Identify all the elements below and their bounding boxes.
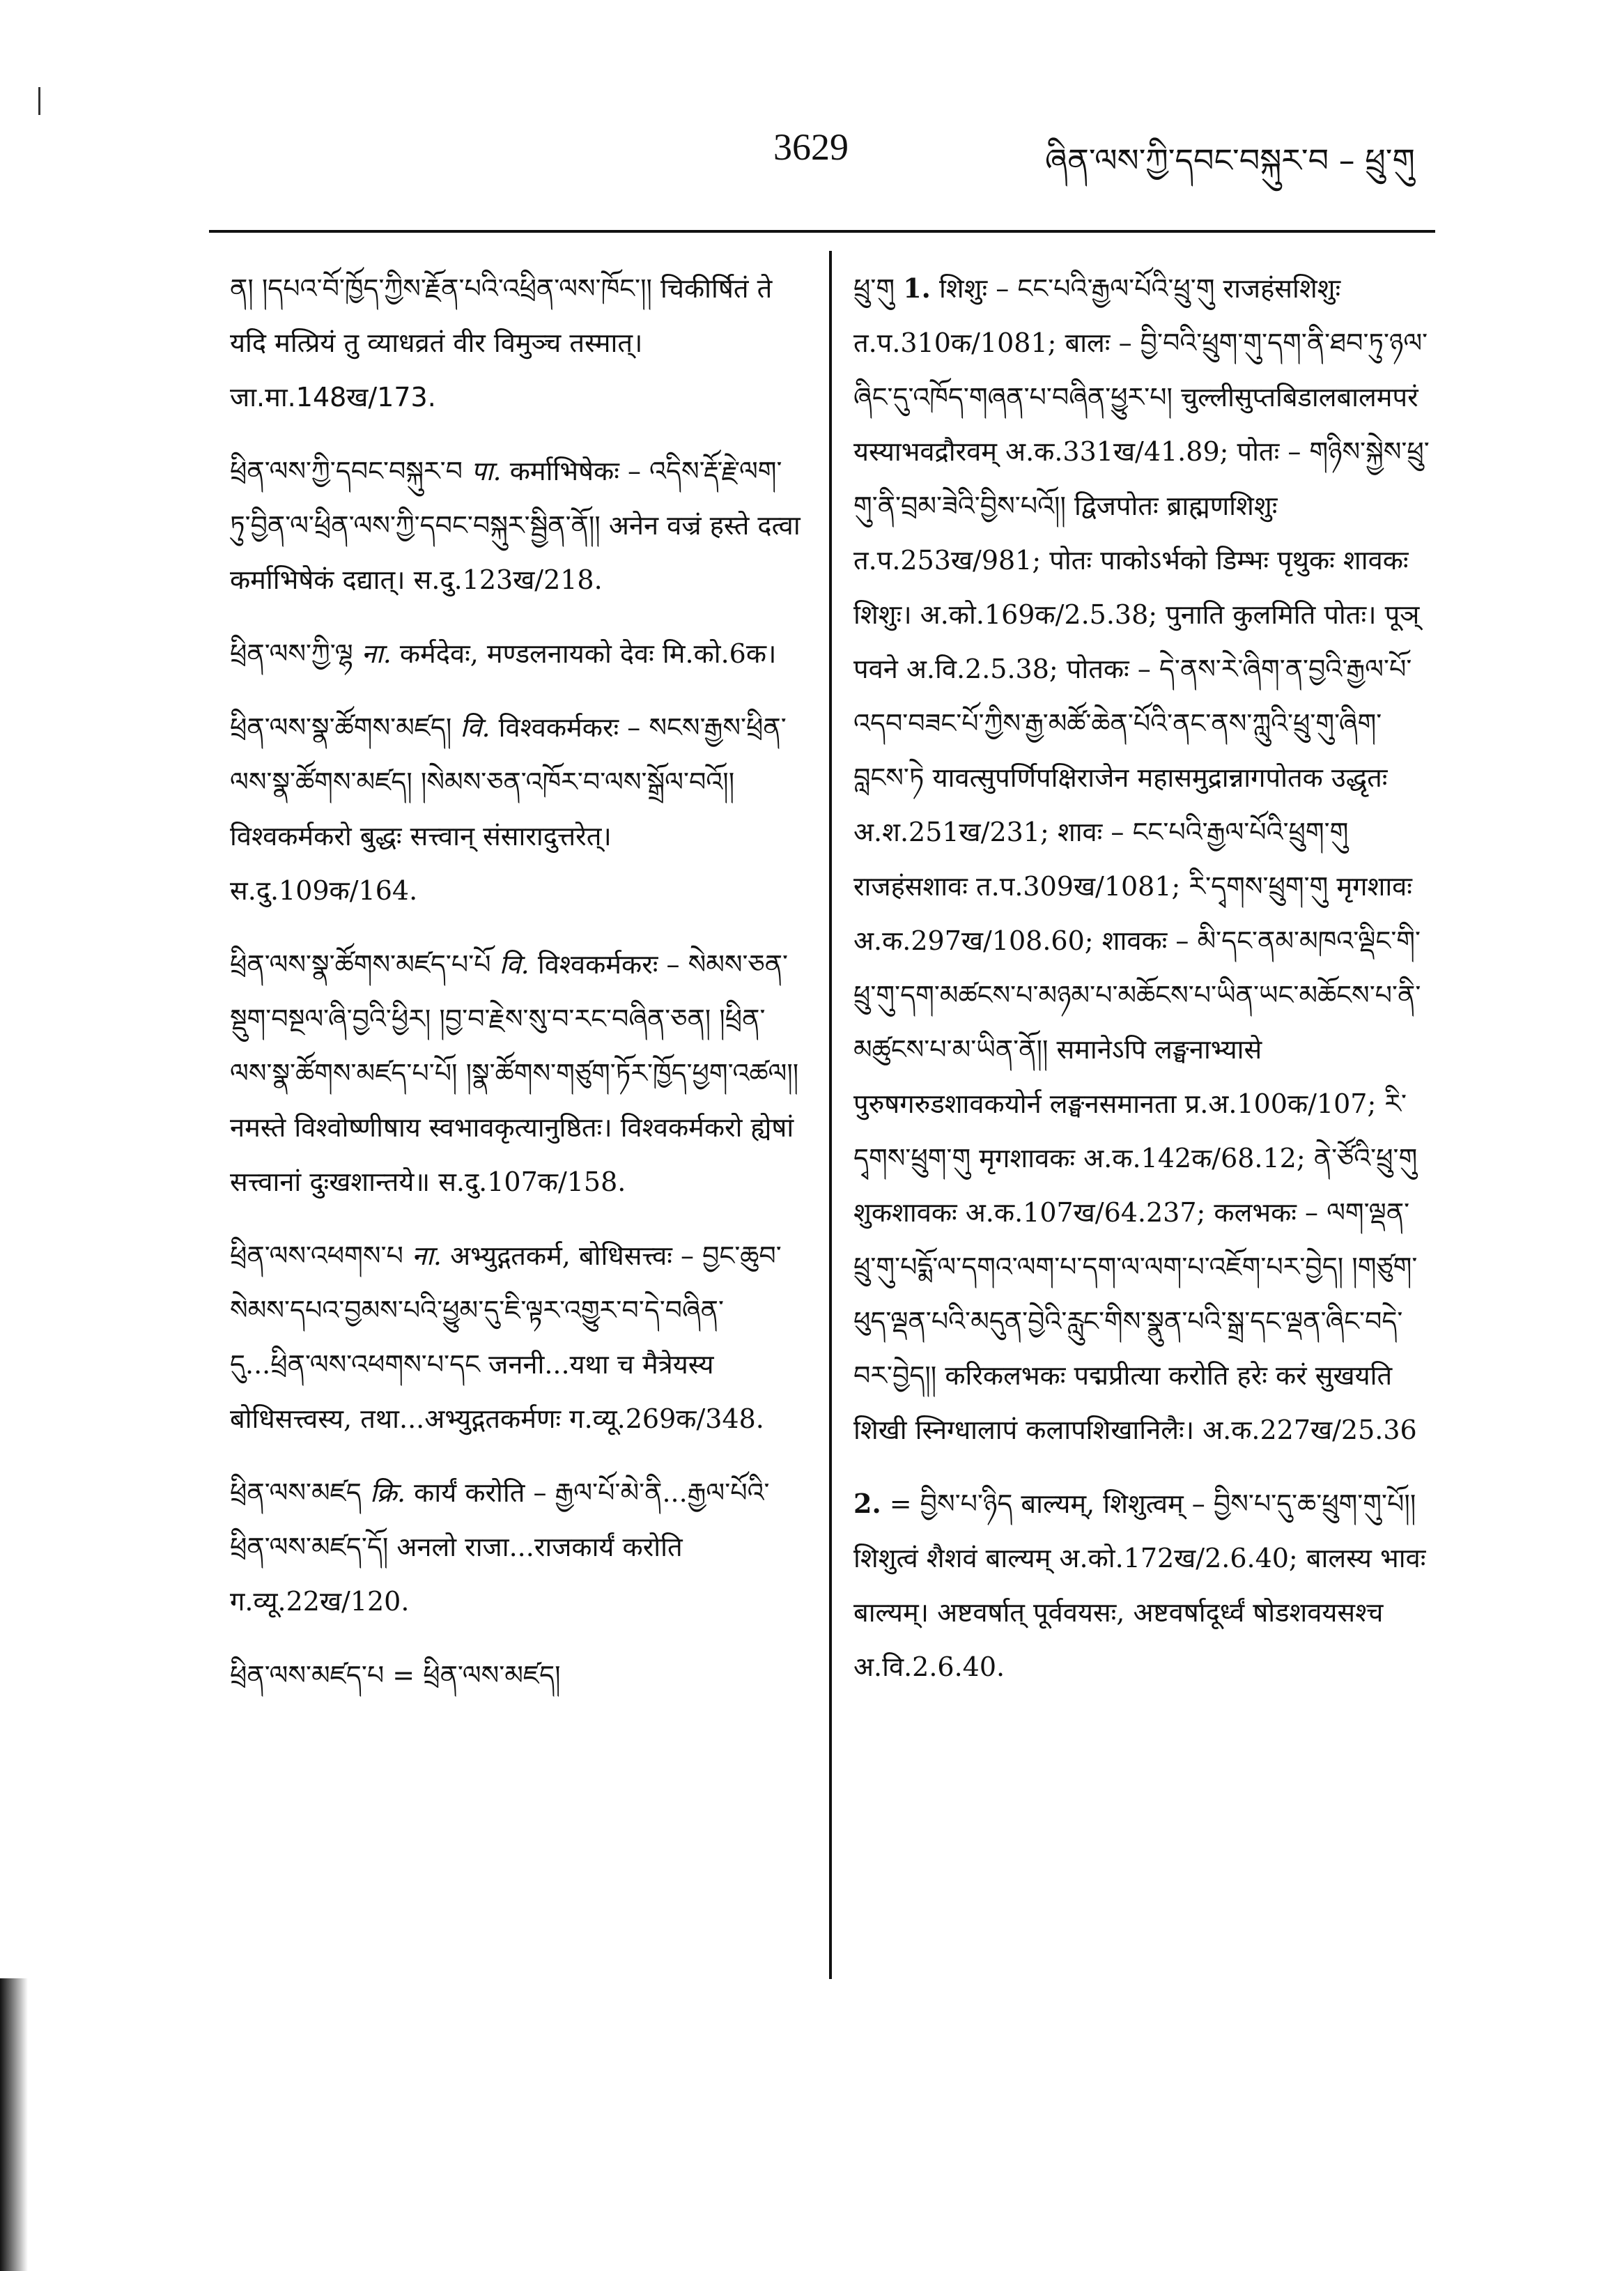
dictionary-entry	[230, 937, 801, 1209]
column-divider	[829, 251, 832, 1979]
entry-text: = ཕྲིན་ལས་མཛད།	[392, 1660, 561, 1691]
dictionary-entry	[230, 444, 801, 607]
entry-grammar: वि.	[460, 712, 490, 743]
dictionary-entry	[230, 1229, 801, 1446]
entry-headword: ཕྲིན་ལས་མཛད་པ	[230, 1660, 385, 1691]
entry-headword: ཕྲིན་ལས་མཛད	[230, 1477, 362, 1508]
entry-grammar: क्रि.	[369, 1477, 406, 1508]
sense-number: 2.	[853, 1488, 881, 1519]
entry-headword: ཕྲིན་ལས་འཕགས་པ	[230, 1240, 403, 1271]
entry-grammar: ना.	[412, 1240, 442, 1271]
dictionary-entry	[230, 626, 801, 681]
margin-mark	[38, 87, 40, 115]
entry-headword: ཕྲིན་ལས་སྣ་ཚོགས་མཛད་པ་པོ	[230, 949, 491, 980]
dictionary-entry	[230, 700, 801, 918]
entry-text: = བྱིས་པ་ཉིད बाल्यम्, शिशुत्वम् – བྱིས་པ་དུ་ཆ་ཕྲུག་གུ་པོ།། शिशुत्वं शैशवं बाल्यम् अ.को.172ख/2.6.40; बालस्य भावः बाल्यम्। अष्टवर्षात् पूर्ववयसः, अष्टवर्षादूर्ध्वं षोडशवयसश्च अ.वि.2.6.40.	[853, 1488, 1426, 1682]
entry-headword: ཕྲིན་ལས་སྣ་ཚོགས་མཛད།	[230, 712, 452, 743]
binding-shadow	[0, 1978, 28, 2271]
dictionary-entry	[230, 261, 801, 424]
entry-headword: ཕྲུ་གུ	[853, 273, 895, 304]
entry-grammar: वि.	[499, 949, 529, 980]
dictionary-entry	[853, 1477, 1432, 1694]
page-number: 3629	[773, 126, 849, 168]
entry-text: अभ्युद्गतकर्म, बोधिसत्त्वः – བྱང་ཆུབ་སེམས་དཔའ་བྱམས་པའི་ཕྱུམ་དུ་ཇི་ལྟར་འགྱུར་བ་དེ་བཞིན་དུ...ཕྲིན་ལས་འཕགས་པ་དང जननी...यथा च मैत्रेयस्य बोधिसत्त्वस्य, तथा...अभ्युद्गतकर्मणः ग.व्यू.269क/348.	[230, 1240, 782, 1434]
running-head: ཞིན་ལས་ཀྱི་དབང་བསྐུར་བ – ཕྲུ་གུ	[1045, 141, 1415, 179]
entry-headword: ཕྲིན་ལས་ཀྱི་དབང་བསྐུར་བ	[230, 456, 463, 486]
entry-text: कार्यं करोति – རྒྱལ་པོ་མེ་ནི...རྒྱལ་པོའི་ཕྲིན་ལས་མཛད་དོ། अनलो राजा...राजकार्यं करोति ग.व्यू.22ख/120.	[230, 1477, 770, 1617]
dictionary-entry	[853, 261, 1432, 1457]
header-rule	[209, 230, 1435, 233]
entry-text: कर्मदेवः, मण्डलनायको देवः मि.को.6क।	[399, 638, 777, 669]
sense-number: 1.	[903, 272, 931, 304]
right-column	[853, 261, 1432, 2073]
entry-grammar: ना.	[361, 638, 392, 669]
left-column	[230, 261, 801, 2073]
entry-text: कर्माभिषेकः – འདིས་རྡོ་རྗེ་ལག་ཏུ་བྱིན་ལ་ཕྲིན་ལས་ཀྱི་དབང་བསྐུར་སྦྱིན་ནོ།། अनेन वज्रं हस्ते दत्वा कर्माभिषेकं दद्यात्। स.दु.123ख/218.	[230, 456, 801, 595]
entry-text: ན། །དཔའ་བོ་ཁྱོད་ཀྱིས་རྗོན་པའི་འཕྲིན་ལས་ཁོང་།། चिकीर्षितं ते यदि मत्प्रियं तु व्याधव्रतं वीर विमुञ्च तस्मात्। जा.मा.148ख/173.	[230, 273, 773, 413]
dictionary-entry	[230, 1648, 801, 1702]
entry-text: शिशुः – ངང་པའི་རྒྱལ་པོའི་ཕྲུ་གུ राजहंसशिशुः त.प.310क/1081; बालः – བྱི་བའི་ཕྲུག་གུ་དག་ནི་ཐབ་ཏུ་ཉལ་ཞིང་དུ་འཁོད་གཞན་པ་བཞིན་ཕྱུར་པ། चुल्लीसुप्तबिडालबालमपरं यस्याभवद्रौरवम् अ.क.331ख/41.89; पोतः – གཉིས་སྐྱེས་ཕྲུ་གུ་ནི་བྲམ་ཟེའི་བྱིས་པའོ།། द्विजपोतः ब्राह्मणशिशुः त.प.253ख/981; पोतः पाकोऽर्भको डिम्भः पृथुकः शावकः शिशुः। अ.को.169क/2.5.38; पुनाति कुलमिति पोतः। पूञ् पवने अ.वि.2.5.38; पोतकः – དེ་ནས་རེ་ཞིག་ན་བྱའི་རྒྱལ་པོ་འདབ་བཟང་པོ་ཀྱིས་རྒྱ་མཚོ་ཆེན་པོའི་ནང་ནས་ཀླུའི་ཕྲུ་གུ་ཞིག་བླངས་ཏེ यावत्सुपर्णिपक्षिराजेन महासमुद्रान्नागपोतक उद्धृतः अ.श.251ख/231; शावः – ངང་པའི་རྒྱལ་པོའི་ཕྲུག་གུ राजहंसशावः त.प.309ख/1081; རི་དྭགས་ཕྲུག་གུ मृगशावः अ.क.297ख/108.60; शावकः – མི་དང་ནམ་མཁའ་ལྡིང་གི་ཕྲུ་གུ་དག་མཚངས་པ་མཉམ་པ་མཆོངས་པ་ཡིན་ཡང་མཆོངས་པ་ནི་མཚུངས་པ་མ་ཡིན་ནོ།། समानेऽपि लङ्घनाभ्यासे पुरुषगरुडशावकयोर्न लङ्घनसमानता प्र.अ.100क/107; རི་དྭགས་ཕྲུག་གུ मृगशावकः अ.क.142क/68.12; ནེ་ཙོའི་ཕྲུ་གུ शुकशावकः अ.क.107ख/64.237; कलभकः – ལག་ལྡན་ཕྲུ་གུ་པདྨོ་ལ་དགའ་ལག་པ་དག་ལ་ལག་པ་འཇོག་པར་བྱེད། །གཙུག་ཕུད་ལྡན་པའི་མདུན་བྱེའི་རླུང་གིས་སྣུན་པའི་སྒྲ་དང་ལྡན་ཞིང་བདེ་བར་བྱེད།། करिकलभकः पद्मप्रीत्या करोति हरेः करं सुखयति शिखी स्निग्धालापं कलापशिखानिलैः। अ.क.227ख/25.36	[853, 273, 1430, 1445]
entry-grammar: पा.	[471, 456, 502, 486]
dictionary-entry	[230, 1465, 801, 1629]
entry-text: विश्वकर्मकरः – སངས་རྒྱས་ཕྲིན་ལས་སྣ་ཚོགས་མཛད། །སེམས་ཅན་འཁོར་བ་ལས་སྒྲོལ་བའོ།། विश्वकर्मकरो बुद्धः सत्त्वान् संसारादुत्तरेत्। स.दु.109क/164.	[230, 712, 787, 906]
entry-headword: ཕྲིན་ལས་ཀྱི་ལྷ	[230, 638, 353, 669]
entry-text: विश्वकर्मकरः – སེམས་ཅན་སྡུག་བསྔལ་ཞི་བྱའི་ཕྱིར། །བྱ་བ་རྗེས་སུ་བ་རང་བཞིན་ཅན། །ཕྲིན་ལས་སྣ་ཚོགས་མཛད་པ་པོ། །སྣ་ཚོགས་གཙུག་ཏོར་ཁྱོད་ཕྱག་འཚལ།། नमस्ते विश्वोष्णीषाय स्वभावकृत्यानुष्ठितः। विश्वकर्मकरो ह्येषां सत्त्वानां दुःखशान्तये॥ स.दु.107क/158.	[230, 949, 799, 1197]
